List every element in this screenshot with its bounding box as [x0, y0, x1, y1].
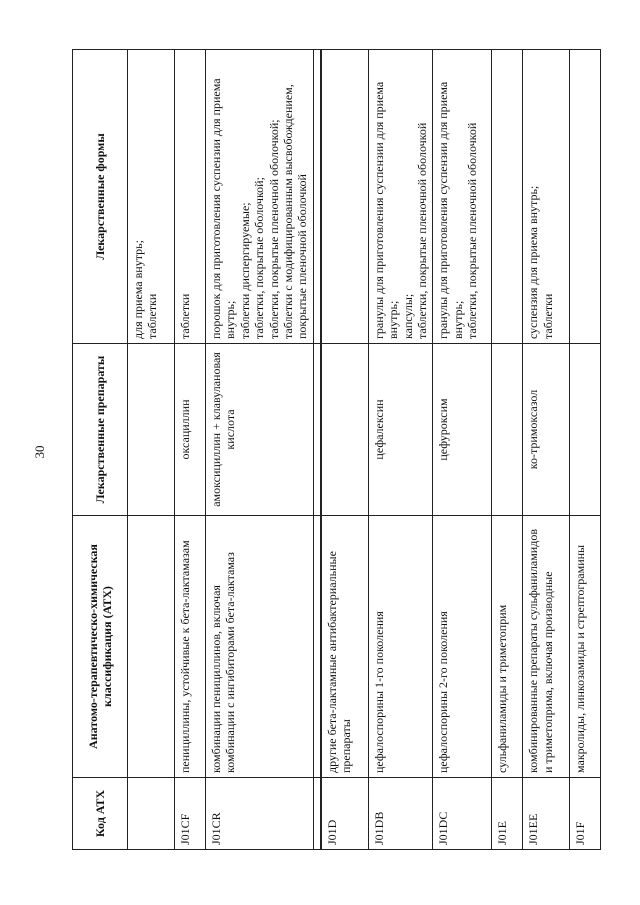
cell-forms: [368, 50, 433, 344]
rotated-table-wrapper: [72, 50, 592, 850]
cell-drug: амоксициллин + клавулановая кислота: [206, 344, 314, 516]
form-line: таблетки, покрытые пленочной оболочкой: [465, 122, 480, 339]
cell-drug: ко-тримоксазол: [523, 344, 570, 516]
cell-drug: оксациллин: [175, 344, 206, 516]
cell-code: J01DB: [368, 778, 433, 850]
table-row: [128, 50, 175, 850]
cell-code: J01CF: [175, 778, 206, 850]
form-line: таблетки, покрытые пленочной оболочкой;: [266, 119, 281, 339]
header-classification: Анатомо-терапевтическо-химическая классификация (АТХ): [73, 516, 128, 778]
cell-code: J01EE: [523, 778, 570, 850]
form-line: гранулы для приготовления суспензии для приема внутрь;: [371, 81, 401, 339]
cell-code: J01E: [492, 778, 523, 850]
cell-code: J01D: [321, 778, 369, 850]
cell-forms: [523, 50, 570, 344]
cell-drug: цефалексин: [368, 344, 433, 516]
cell-code: J01DC: [433, 778, 492, 850]
cell-drug: [492, 344, 523, 516]
cell-forms: [175, 50, 206, 344]
cell-forms: [492, 50, 523, 344]
table-row: [523, 50, 570, 850]
cell-classification: макролиды, линкозамиды и стрептограмины: [570, 516, 601, 778]
table-row: [321, 50, 369, 850]
cell-forms: [321, 50, 369, 344]
form-line: таблетки: [540, 293, 555, 339]
table-header-row: [73, 50, 128, 850]
form-line: для приема внутрь;: [131, 240, 145, 339]
cell-code: J01CR: [206, 778, 314, 850]
table-separator-row: [313, 50, 321, 850]
form-line: таблетки: [145, 293, 160, 339]
form-line: таблетки: [178, 293, 192, 339]
cell-classification: пенициллины, устойчивые к бета-лактамазам: [175, 516, 206, 778]
cell-drug: [570, 344, 601, 516]
cell-forms: [433, 50, 492, 344]
cell-classification: сульфаниламиды и триметоприм: [492, 516, 523, 778]
cell-classification: цефалоспорины 1-го поколения: [368, 516, 433, 778]
cell-classification: [128, 516, 175, 778]
table-row: [570, 50, 601, 850]
form-line: таблетки с модифицированным высвобождением, покрытые пленочной оболочкой: [280, 84, 310, 339]
cell-drug: [321, 344, 369, 516]
cell-code: [128, 778, 175, 850]
cell-code: J01F: [570, 778, 601, 850]
form-line: таблетки, покрытые оболочкой;: [252, 177, 267, 339]
cell-forms: [128, 50, 175, 344]
page-number: 30: [32, 445, 47, 459]
cell-drug: [128, 344, 175, 516]
table-row: [492, 50, 523, 850]
header-code: Код АТХ: [73, 778, 128, 850]
cell-drug: цефуроксим: [433, 344, 492, 516]
header-forms: Лекарственные формы: [73, 50, 128, 344]
table-row: [368, 50, 433, 850]
cell-classification: комбинированные препараты сульфаниламидов и триметоприма, включая производные: [523, 516, 570, 778]
form-line: порошок для приготовления суспензии для приема внутрь;: [209, 78, 238, 339]
cell-forms: [206, 50, 314, 344]
form-line: гранулы для приготовления суспензии для приема внутрь;: [436, 81, 465, 339]
table-row: [175, 50, 206, 850]
drug-classification-table: [72, 49, 601, 850]
cell-classification: другие бета-лактамные антибактериальные препараты: [321, 516, 369, 778]
cell-forms: [570, 50, 601, 344]
header-drugs: Лекарственные препараты: [73, 344, 128, 516]
cell-classification: цефалоспорины 2-го поколения: [433, 516, 492, 778]
form-line: капсулы;: [400, 293, 415, 339]
form-line: таблетки, покрытые пленочной оболочкой: [414, 122, 429, 339]
form-line: таблетки диспергируемые;: [237, 202, 252, 339]
cell-classification: комбинации пенициллинов, включая комбинации с ингибиторами бета-лактамаз: [206, 516, 314, 778]
form-line: суспензия для приема внутрь;: [526, 185, 541, 339]
table-row: [433, 50, 492, 850]
table-row: [206, 50, 314, 850]
